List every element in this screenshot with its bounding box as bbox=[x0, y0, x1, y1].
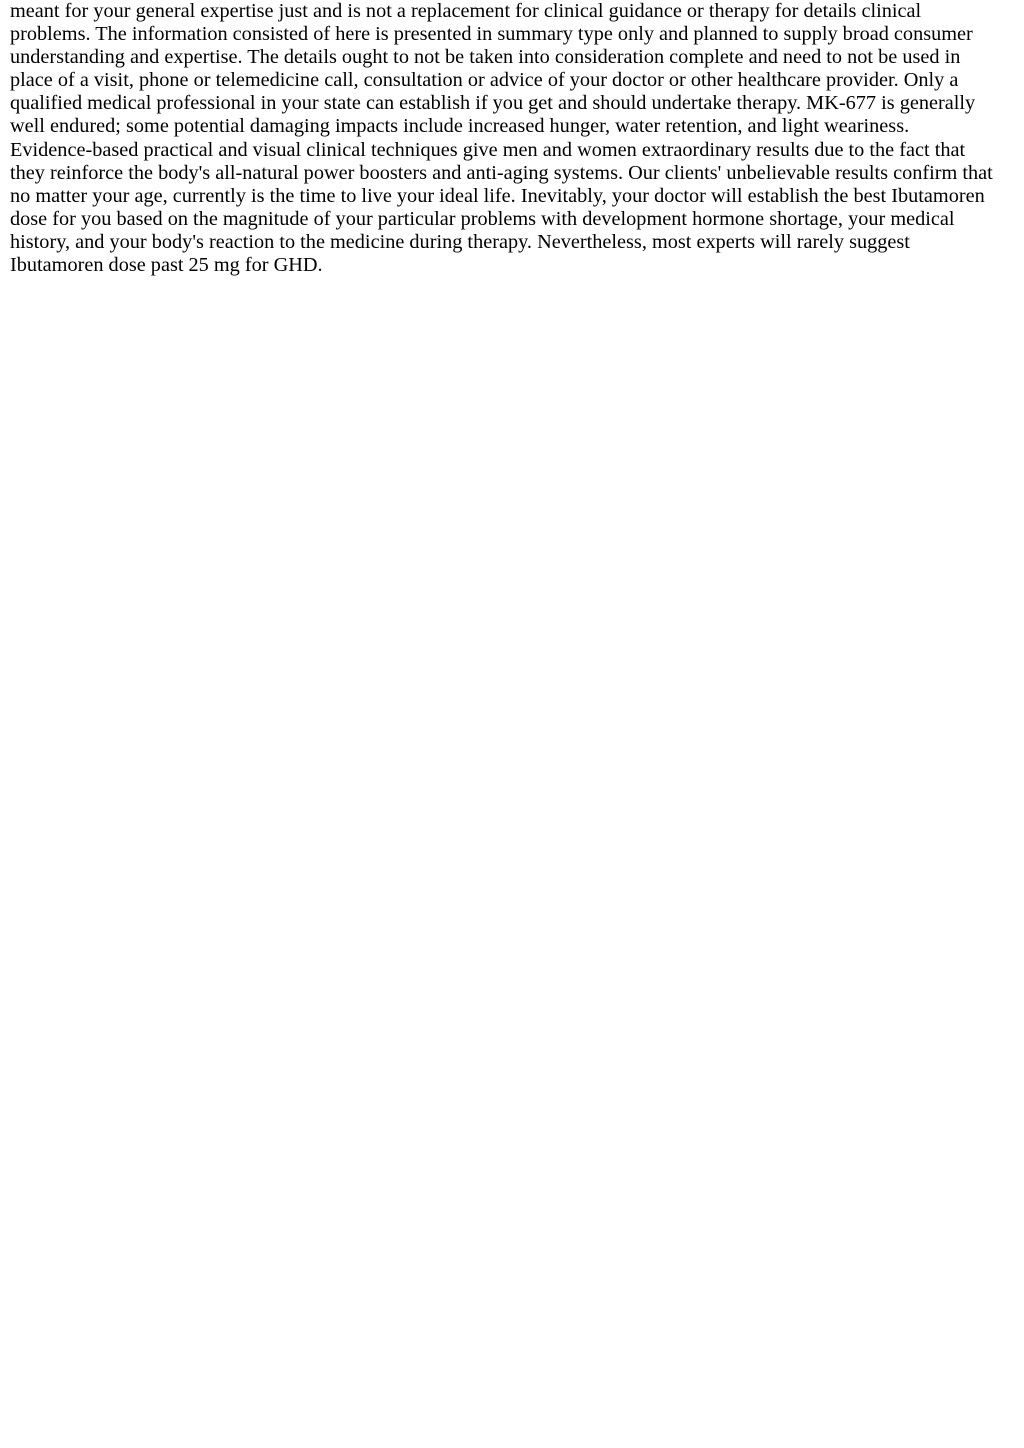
paragraph-line: place of a visit, phone or telemedicine call, consultation or advice of your doctor or other healthcare provider. Only a bbox=[10, 69, 959, 92]
paragraph-line: they reinforce the body's all-natural power boosters and anti-aging systems. Our clients' unbelievable results confirm that bbox=[10, 161, 993, 184]
paragraph-line: dose for you based on the magnitude of your particular problems with development hormone shortage, your medical bbox=[10, 207, 955, 230]
paragraph-line: Evidence-based practical and visual clinical techniques give men and women extraordinary results due to the fact that bbox=[10, 138, 966, 161]
body-paragraph bbox=[10, 0, 1014, 277]
paragraph-line: understanding and expertise. The details ought to not be taken into consideration complete and need to not be used in bbox=[10, 46, 961, 69]
paragraph-line: problems. The information consisted of here is presented in summary type only and planned to supply broad consumer bbox=[10, 23, 973, 46]
paragraph-line: history, and your body's reaction to the medicine during therapy. Nevertheless, most experts will rarely suggest bbox=[10, 230, 910, 253]
paragraph-line: qualified medical professional in your state can establish if you get and should undertake therapy. MK-677 is generally bbox=[10, 92, 976, 115]
paragraph-line: Ibutamoren dose past 25 mg for GHD. bbox=[10, 254, 323, 277]
paragraph-line: meant for your general expertise just and is not a replacement for clinical guidance or therapy for details clinical bbox=[10, 0, 922, 22]
paragraph-line: well endured; some potential damaging impacts include increased hunger, water retention, and light weariness. bbox=[10, 115, 910, 138]
paragraph-line: no matter your age, currently is the time to live your ideal life. Inevitably, your doctor will establish the best Ibutamoren bbox=[10, 184, 985, 207]
